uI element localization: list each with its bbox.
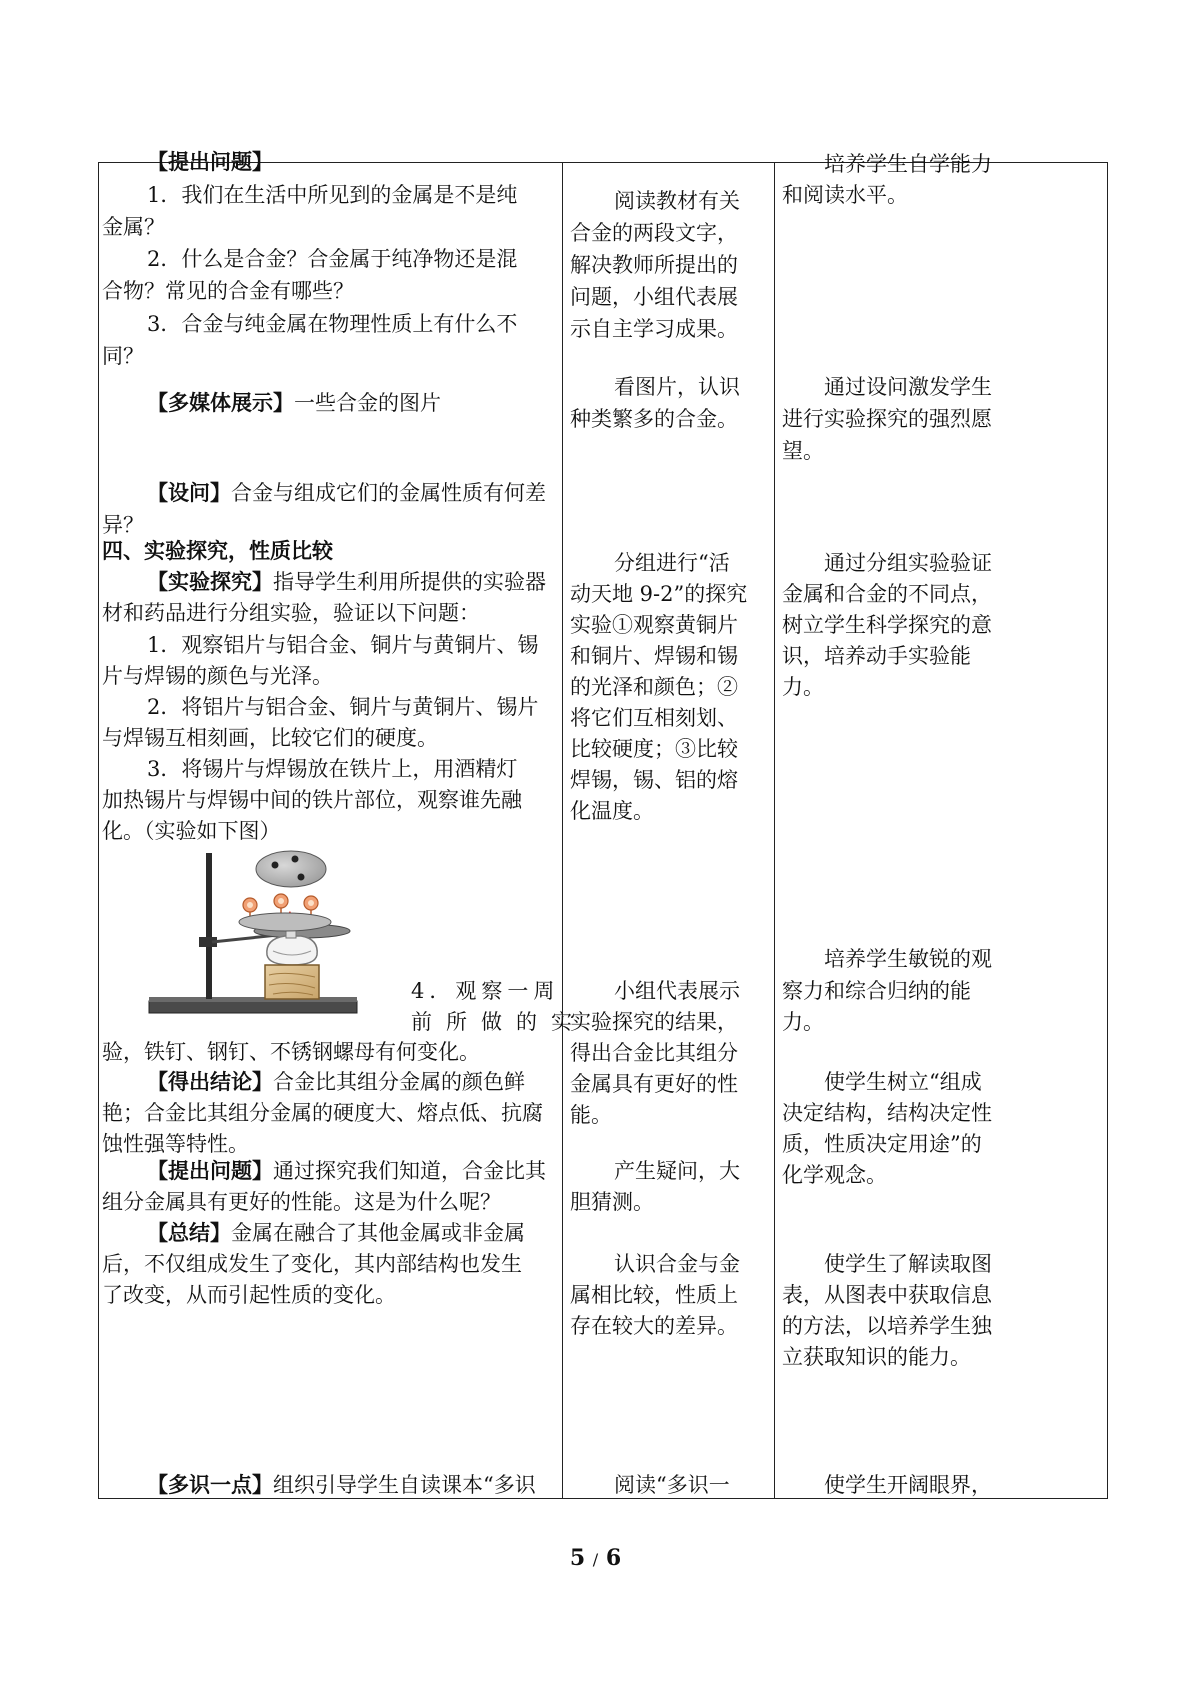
section-heading: 【提出问题】 bbox=[147, 149, 273, 174]
text-line: 合物？常见的合金有哪些？ bbox=[102, 279, 354, 303]
section-heading: 【多媒体展示】 bbox=[147, 390, 294, 415]
text-line: 质，性质决定用途”的 bbox=[782, 1132, 982, 1156]
text-line: 同？ bbox=[102, 344, 144, 368]
text-line: 表，从图表中获取信息 bbox=[782, 1283, 992, 1307]
text-line: 培养学生自学能力 bbox=[824, 152, 992, 176]
text-line: 材和药品进行分组实验，验证以下问题： bbox=[102, 601, 480, 625]
text-line: 和阅读水平。 bbox=[782, 183, 908, 207]
text-line bbox=[147, 566, 546, 598]
column-divider bbox=[774, 163, 775, 1498]
experiment-apparatus-figure bbox=[147, 843, 402, 1018]
text-line: 与焊锡互相刻画，比较它们的硬度。 bbox=[102, 726, 438, 750]
page-total: 6 bbox=[605, 1545, 622, 1571]
text-span: 合金比其组分金属的颜色鲜 bbox=[273, 1070, 525, 1094]
text-line: 小组代表展示 bbox=[614, 979, 740, 1003]
section-heading: 【总结】 bbox=[147, 1220, 231, 1245]
text-line: 使学生了解读取图 bbox=[824, 1252, 992, 1276]
text-line bbox=[147, 1469, 536, 1501]
text-line: 通过设问激发学生 bbox=[824, 375, 992, 399]
text-line: 动天地 9-2”的探究 bbox=[570, 582, 748, 606]
text-line: 化学观念。 bbox=[782, 1163, 887, 1187]
page-current: 5 bbox=[569, 1545, 586, 1571]
text-line: 阅读“多识一 bbox=[614, 1473, 730, 1497]
text-line: 2．什么是合金？合金属于纯净物还是混 bbox=[147, 247, 518, 271]
section-heading: 【设问】 bbox=[147, 480, 231, 505]
text-line: 得出合金比其组分 bbox=[570, 1041, 738, 1065]
text-line: 比较硬度；③比较 bbox=[570, 737, 738, 761]
text-line: 解决教师所提出的 bbox=[570, 253, 738, 277]
text-line: 产生疑问，大 bbox=[614, 1159, 740, 1183]
text-line: 金属？ bbox=[102, 215, 165, 239]
text-line: 实验①观察黄铜片 bbox=[570, 613, 738, 637]
page-number bbox=[0, 1545, 1191, 1571]
text-span: 通过探究我们知道，合金比其 bbox=[273, 1159, 546, 1183]
text-line bbox=[147, 1155, 546, 1187]
text-line: 片与焊锡的颜色与光泽。 bbox=[102, 664, 333, 688]
text-line: 决定结构，结构决定性 bbox=[782, 1101, 992, 1125]
section-heading: 【实验探究】 bbox=[147, 569, 273, 594]
lesson-plan-table bbox=[98, 149, 1108, 1499]
teacher-activity-column bbox=[99, 149, 586, 1498]
text-line: 种类繁多的合金。 bbox=[570, 407, 738, 431]
text-line: 阅读教材有关 bbox=[614, 189, 740, 213]
text-line: 察力和综合归纳的能 bbox=[782, 979, 971, 1003]
text-line: 艳；合金比其组分金属的硬度大、熔点低、抗腐 bbox=[102, 1101, 543, 1125]
design-intent-column bbox=[776, 152, 1106, 1498]
text-line bbox=[147, 1066, 525, 1098]
text-line bbox=[147, 477, 546, 509]
text-line: 焊锡，锡、铝的熔 bbox=[570, 768, 738, 792]
text-line: 化。（实验如下图） bbox=[102, 819, 281, 843]
text-line: 分组进行“活 bbox=[614, 551, 730, 575]
text-line: 后，不仅组成发生了变化，其内部结构也发生 bbox=[102, 1252, 522, 1276]
text-span: 指导学生利用所提供的实验器 bbox=[273, 570, 546, 594]
section-heading: 【提出问题】 bbox=[147, 1158, 273, 1183]
text-line: 示自主学习成果。 bbox=[570, 317, 738, 341]
text-span: 组织引导学生自读课本“多识 bbox=[273, 1473, 536, 1497]
text-line: 识，培养动手实验能 bbox=[782, 644, 971, 668]
text-span: 金属在融合了其他金属或非金属 bbox=[231, 1221, 525, 1245]
text-line: 看图片，认识 bbox=[614, 375, 740, 399]
text-line: 异？ bbox=[102, 513, 144, 537]
text-line: 使学生开阔眼界， bbox=[824, 1473, 992, 1497]
text-span: 一些合金的图片 bbox=[294, 391, 441, 415]
text-line: 能。 bbox=[570, 1103, 612, 1127]
text-span: 合金与组成它们的金属性质有何差 bbox=[231, 481, 546, 505]
text-line: 培养学生敏锐的观 bbox=[824, 947, 992, 971]
text-line: 和铜片、焊锡和锡 bbox=[570, 644, 738, 668]
text-line: 通过分组实验验证 bbox=[824, 551, 992, 575]
text-line: 使学生树立“组成 bbox=[824, 1070, 982, 1094]
text-line: 加热锡片与焊锡中间的铁片部位，观察谁先融 bbox=[102, 788, 522, 812]
text-line: 力。 bbox=[782, 1010, 824, 1034]
column-divider bbox=[562, 163, 563, 1498]
text-line: 属相比较，性质上 bbox=[570, 1283, 738, 1307]
text-line: 将它们互相刻划、 bbox=[570, 706, 738, 730]
text-line: 的方法，以培养学生独 bbox=[782, 1314, 992, 1338]
text-line: 金属和合金的不同点， bbox=[782, 582, 992, 606]
text-line: 树立学生科学探究的意 bbox=[782, 613, 992, 637]
text-line: 2．将铝片与铝合金、铜片与黄铜片、锡片 bbox=[147, 695, 539, 719]
text-line: 了改变，从而引起性质的变化。 bbox=[102, 1283, 396, 1307]
student-activity-column bbox=[564, 163, 774, 1498]
text-line bbox=[147, 1217, 525, 1249]
text-line: 立获取知识的能力。 bbox=[782, 1345, 971, 1369]
text-line: 组分金属具有更好的性能。这是为什么呢？ bbox=[102, 1190, 501, 1214]
text-line: 问题，小组代表展 bbox=[570, 285, 738, 309]
text-line: 存在较大的差异。 bbox=[570, 1314, 738, 1338]
text-line: 3．将锡片与焊锡放在铁片上，用酒精灯 bbox=[147, 757, 518, 781]
text-line: 胆猜测。 bbox=[570, 1190, 654, 1214]
text-line: 4．观察一周 bbox=[411, 979, 560, 1003]
text-line: 望。 bbox=[782, 439, 824, 463]
section-heading: 【得出结论】 bbox=[147, 1069, 273, 1094]
text-line: 化温度。 bbox=[570, 799, 654, 823]
page-separator: / bbox=[592, 1550, 599, 1569]
text-line: 合金的两段文字， bbox=[570, 221, 738, 245]
text-line: 验，铁钉、钢钉、不锈钢螺母有何变化。 bbox=[102, 1040, 480, 1064]
text-line: 认识合金与金 bbox=[614, 1252, 740, 1276]
text-line: 1．观察铝片与铝合金、铜片与黄铜片、锡 bbox=[147, 633, 539, 657]
text-line: 进行实验探究的强烈愿 bbox=[782, 407, 992, 431]
section-heading: 四、实验探究，性质比较 bbox=[102, 538, 333, 563]
text-line: 蚀性强等特性。 bbox=[102, 1132, 249, 1156]
text-line: 实验探究的结果， bbox=[570, 1010, 738, 1034]
text-line: 力。 bbox=[782, 675, 824, 699]
text-line: 前所做的实 bbox=[411, 1010, 586, 1034]
text-line: 3．合金与纯金属在物理性质上有什么不 bbox=[147, 312, 518, 336]
text-line bbox=[147, 387, 441, 419]
section-heading: 【多识一点】 bbox=[147, 1472, 273, 1497]
text-line: 金属具有更好的性 bbox=[570, 1072, 738, 1096]
text-line: 的光泽和颜色；② bbox=[570, 675, 738, 699]
text-line: 1．我们在生活中所见到的金属是不是纯 bbox=[147, 183, 518, 207]
